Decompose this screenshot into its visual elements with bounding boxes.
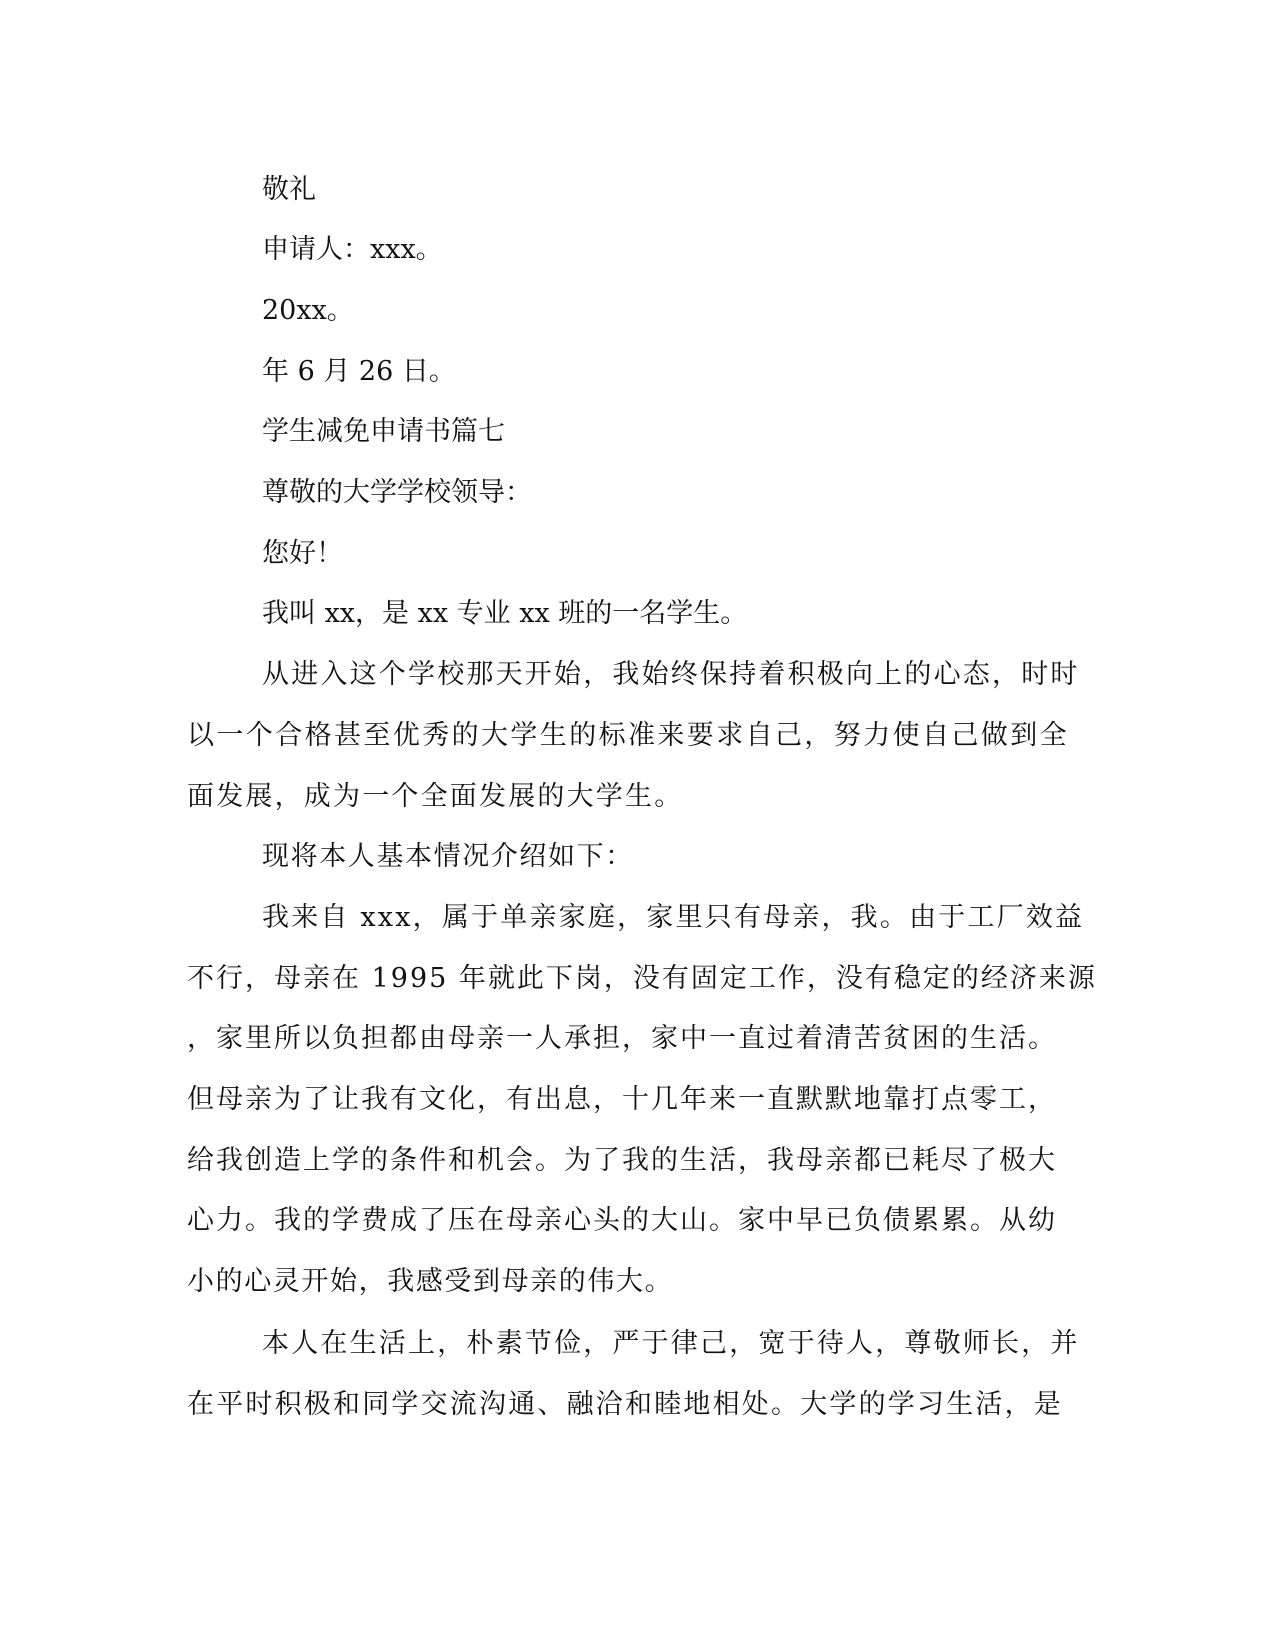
intro-heading-line: 现将本人基本情况介绍如下： <box>262 841 634 872</box>
self-introduction: 我叫 xx，是 xx 专业 xx 班的一名学生。 <box>262 598 748 629</box>
applicant-line: 申请人：xxx。 <box>262 234 443 265</box>
section-title: 学生减免申请书篇七 <box>262 416 505 447</box>
paragraph-line: 给我创造上学的条件和机会。为了我的生活，我母亲都已耗尽了极大 <box>187 1145 1057 1176</box>
paragraph-line: 在平时积极和同学交流沟通、融洽和睦地相处。大学的学习生活，是 <box>187 1389 1063 1420</box>
closing-salutation: 敬礼 <box>262 174 316 205</box>
paragraph-line: 但母亲为了让我有文化，有出息，十几年来一直默默地靠打点零工， <box>187 1084 1057 1115</box>
greeting: 您好！ <box>262 538 343 569</box>
paragraph-line: 我来自 xxx，属于单亲家庭，家里只有母亲，我。由于工厂效益 <box>262 902 1085 933</box>
paragraph-line: 从进入这个学校那天开始，我始终保持着积极向上的心态，时时 <box>262 659 1080 690</box>
paragraph-line: 心力。我的学费成了压在母亲心头的大山。家中早已负债累累。从幼 <box>187 1205 1057 1236</box>
addressee: 尊敬的大学学校领导： <box>262 477 532 508</box>
paragraph-line: 不行，母亲在 1995 年就此下岗，没有固定工作，没有稳定的经济来源 <box>187 963 1097 994</box>
paragraph-line: 本人在生活上，朴素节俭，严于律己，宽于待人，尊敬师长，并 <box>262 1328 1080 1359</box>
paragraph-line: 面发展，成为一个全面发展的大学生。 <box>187 781 684 812</box>
year-line: 20xx。 <box>262 295 354 326</box>
paragraph-line: 以一个合格甚至优秀的大学生的标准来要求自己，努力使自己做到全 <box>187 720 1069 751</box>
paragraph-line: 小的心灵开始，我感受到母亲的伟大。 <box>187 1266 674 1297</box>
date-line: 年 6 月 26 日。 <box>262 356 456 387</box>
paragraph-line: ，家里所以负担都由母亲一人承担，家中一直过着清苦贫困的生活。 <box>187 1023 1057 1054</box>
